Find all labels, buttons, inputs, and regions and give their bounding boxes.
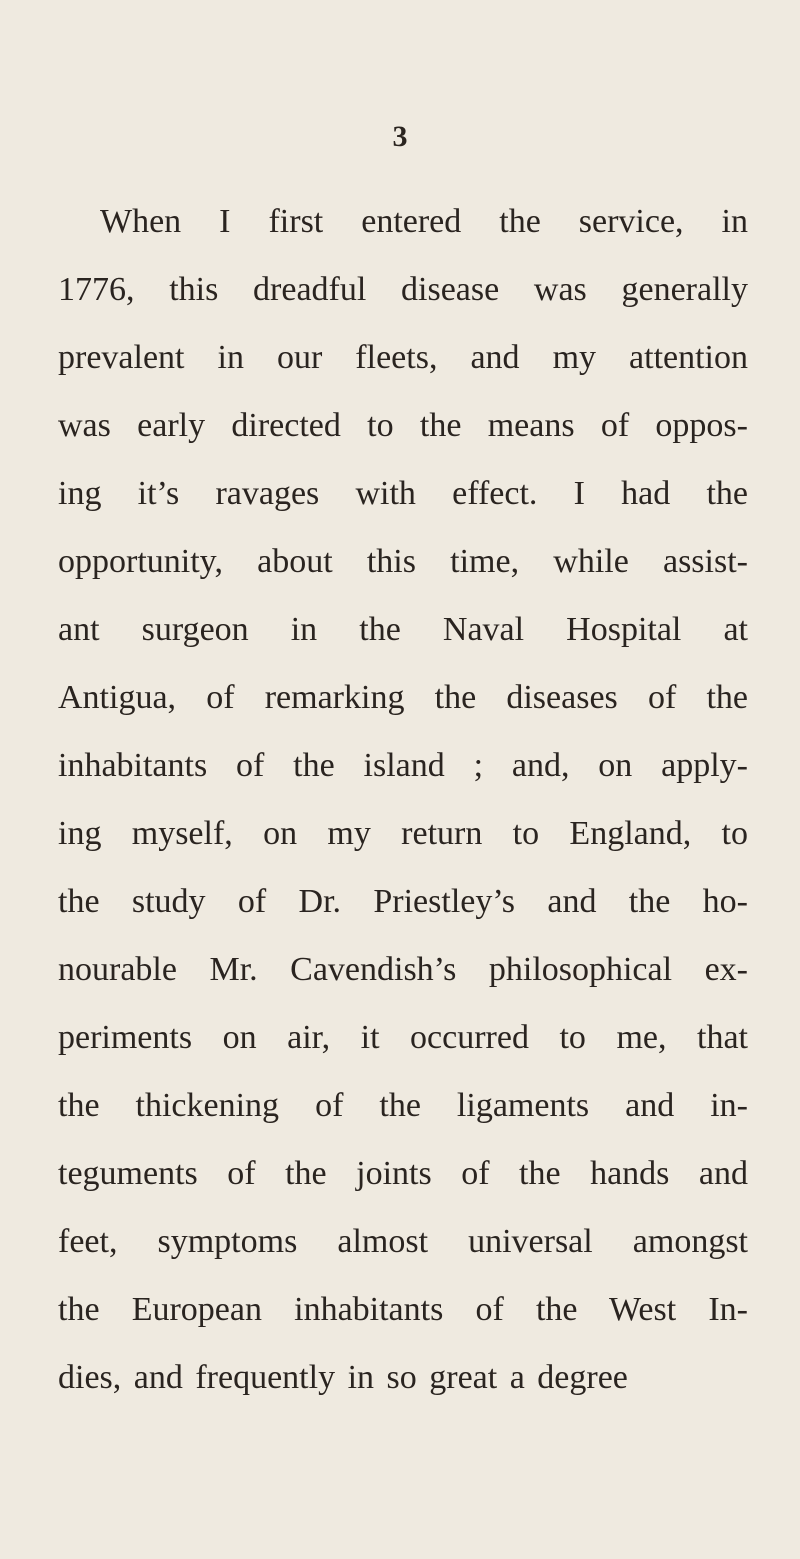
text-line: Antigua, of remarking the diseases of the (58, 679, 748, 716)
text-line: dies, and frequently in so great a degree (58, 1359, 628, 1396)
text-line: the study of Dr. Priestley’s and the ho- (58, 883, 748, 920)
text-line: opportunity, about this time, while assist- (58, 543, 748, 580)
page-number: 3 (392, 120, 408, 153)
text-line: When I first entered the service, in (100, 203, 748, 240)
text-line: the thickening of the ligaments and in- (58, 1087, 748, 1124)
text-line: inhabitants of the island ; and, on apply- (58, 747, 748, 784)
text-line: feet, symptoms almost universal amongst (58, 1223, 748, 1260)
text-line: 1776, this dreadful disease was generally (58, 271, 748, 308)
text-line: teguments of the joints of the hands and (58, 1155, 748, 1192)
text-line: the European inhabitants of the West In- (58, 1291, 748, 1328)
body-text (58, 188, 748, 1412)
text-line: periments on air, it occurred to me, that (58, 1019, 748, 1056)
text-line: nourable Mr. Cavendish’s philosophical ex- (58, 951, 748, 988)
text-line: ing myself, on my return to England, to (58, 815, 748, 852)
text-line: ant surgeon in the Naval Hospital at (58, 611, 748, 648)
text-line: was early directed to the means of oppos- (58, 407, 748, 444)
text-line: ing it’s ravages with effect. I had the (58, 475, 748, 512)
text-line: prevalent in our fleets, and my attention (58, 339, 748, 376)
